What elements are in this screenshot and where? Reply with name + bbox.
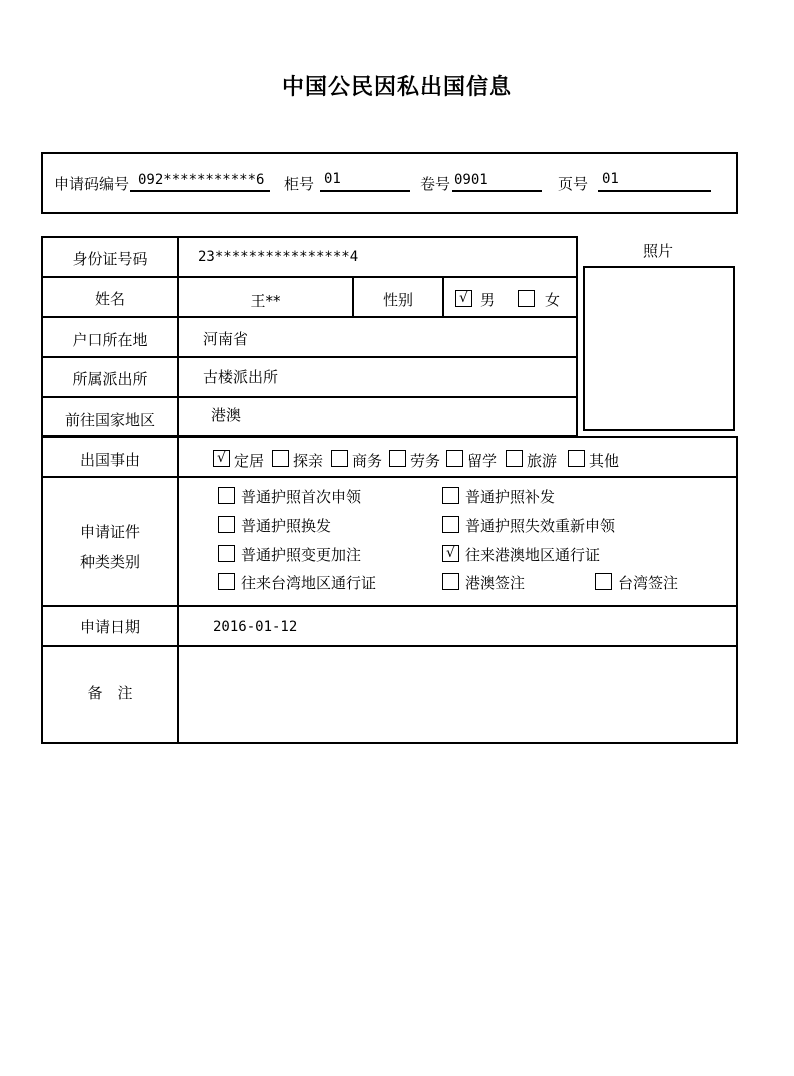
remarks-label: 备 注 [87, 684, 133, 702]
doc-type-option-label: 港澳签注 [465, 574, 526, 592]
code-label: 申请码编号 [54, 175, 130, 193]
code-underline [130, 190, 270, 192]
purpose-option-label: 商务 [352, 452, 383, 470]
cabinet-underline [320, 190, 410, 192]
doc-type-option-label: 往来港澳地区通行证 [465, 546, 601, 564]
volume-underline [452, 190, 542, 192]
destination-value: 港澳 [211, 406, 242, 424]
page-underline [598, 190, 711, 192]
purpose-checkbox[interactable] [272, 450, 289, 467]
doc-type-option-label: 普通护照变更加注 [241, 546, 362, 564]
volume-label: 卷号 [420, 175, 451, 193]
purpose-option-label: 其他 [589, 452, 620, 470]
doc-type-option-label: 普通护照失效重新申领 [465, 517, 616, 535]
name-value: 王** [250, 292, 281, 310]
purpose-checkbox[interactable] [506, 450, 523, 467]
purpose-checkbox[interactable]: √ [213, 450, 230, 467]
doc-type-checkbox[interactable] [442, 516, 459, 533]
volume-value: 0901 [454, 172, 488, 188]
hukou-label: 户口所在地 [72, 331, 148, 349]
doc-type-label-line2: 种类类别 [79, 553, 140, 571]
gender-male-label: 男 [480, 291, 496, 309]
doc-type-option-label: 普通护照换发 [241, 517, 332, 535]
id-label: 身份证号码 [72, 250, 148, 268]
photo-label: 照片 [643, 242, 674, 260]
doc-type-checkbox[interactable] [218, 487, 235, 504]
page-label: 页号 [558, 175, 589, 193]
date-label: 申请日期 [79, 618, 140, 636]
doc-type-checkbox[interactable]: √ [442, 545, 459, 562]
doc-type-label-line1: 申请证件 [79, 523, 140, 541]
purpose-option-label: 旅游 [527, 452, 558, 470]
gender-male-checkbox[interactable]: √ [455, 290, 472, 307]
doc-type-option-label: 往来台湾地区通行证 [241, 574, 377, 592]
gender-label: 性别 [382, 291, 413, 309]
purpose-option-label: 留学 [467, 452, 498, 470]
purpose-option-label: 探亲 [293, 452, 324, 470]
purpose-checkbox[interactable] [446, 450, 463, 467]
cabinet-value: 01 [324, 171, 341, 187]
cabinet-label: 柜号 [284, 175, 315, 193]
page-title: 中国公民因私出国信息 [281, 75, 512, 100]
doc-type-checkbox[interactable] [442, 487, 459, 504]
doc-type-option-label: 台湾签注 [618, 574, 679, 592]
doc-type-option-label: 普通护照补发 [465, 488, 556, 506]
gender-female-checkbox[interactable] [518, 290, 535, 307]
police-label: 所属派出所 [72, 370, 148, 388]
destination-label: 前往国家地区 [64, 411, 155, 429]
date-value: 2016-01-12 [213, 619, 298, 635]
gender-female-label: 女 [545, 291, 561, 309]
purpose-option-label: 劳务 [410, 452, 441, 470]
doc-type-checkbox[interactable] [595, 573, 612, 590]
id-value: 23****************4 [198, 249, 359, 265]
doc-type-checkbox[interactable] [218, 545, 235, 562]
photo-box [583, 266, 735, 431]
purpose-option-label: 定居 [234, 452, 265, 470]
doc-type-checkbox[interactable] [442, 573, 459, 590]
purpose-label: 出国事由 [79, 451, 140, 469]
purpose-checkbox[interactable] [568, 450, 585, 467]
page-value: 01 [602, 171, 619, 187]
doc-type-option-label: 普通护照首次申领 [241, 488, 362, 506]
name-label: 姓名 [94, 290, 125, 308]
doc-type-checkbox[interactable] [218, 516, 235, 533]
hukou-value: 河南省 [203, 330, 249, 348]
purpose-checkbox[interactable] [331, 450, 348, 467]
doc-type-checkbox[interactable] [218, 573, 235, 590]
code-value: 092***********6 [138, 172, 265, 188]
purpose-checkbox[interactable] [389, 450, 406, 467]
police-value: 古楼派出所 [203, 368, 279, 386]
